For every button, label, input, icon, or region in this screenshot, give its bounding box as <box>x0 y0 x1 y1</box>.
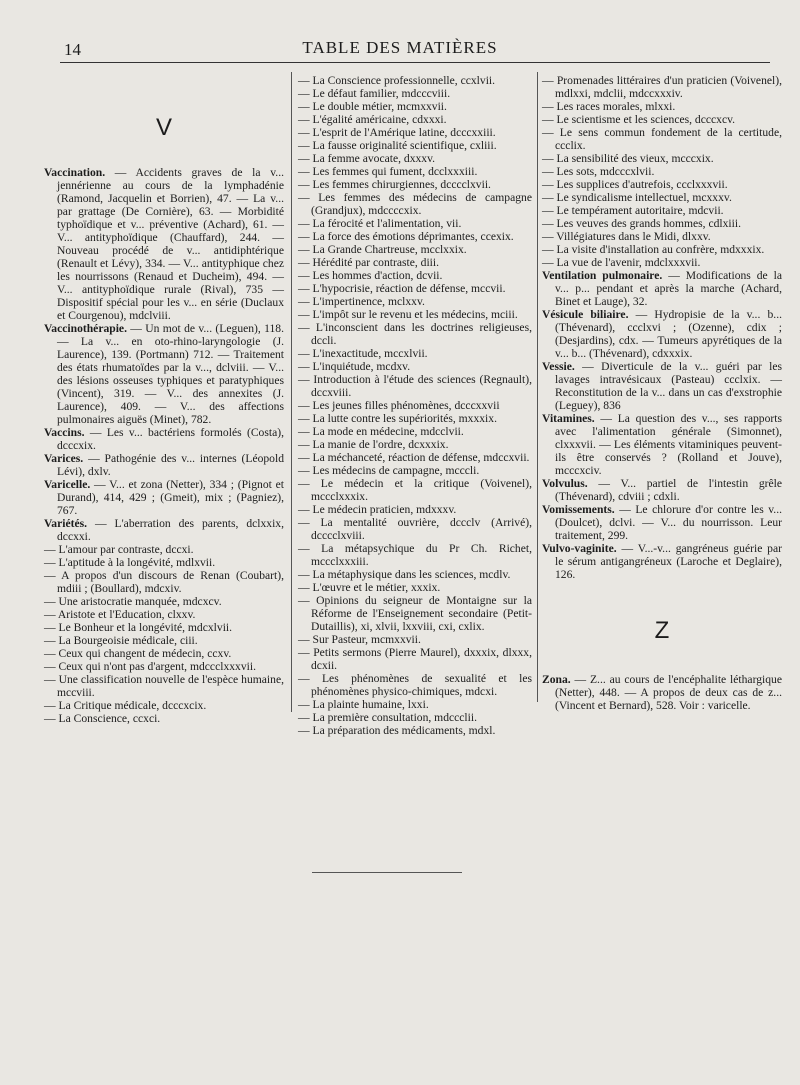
entry-text: — Une aristocratie manquée, mdcxcv. <box>44 595 222 608</box>
index-entry <box>542 100 782 113</box>
index-entry <box>542 477 782 503</box>
page-number: 14 <box>64 40 81 59</box>
entry-text: — Aristote et l'Education, clxxv. <box>44 608 196 621</box>
index-entry <box>44 699 284 712</box>
entry-text: — Pathogénie des v... internes (Léopold Lévi), dxlv. <box>57 452 284 478</box>
index-entry: — Le médecin et la critique (Voivenel), mccclxxxix. <box>298 477 532 503</box>
entry-text: — V... partiel de l'intestin grêle (Thévenard), cdviii ; cdxli. <box>555 477 782 503</box>
index-entry: — La Conscience professionnelle, ccxlvii. <box>298 74 496 87</box>
index-entry: — La plainte humaine, lxxi. <box>298 698 429 711</box>
entry-heading: Vaccinothérapie. <box>44 322 127 335</box>
index-entry <box>542 412 782 477</box>
entry-text: — La question des v..., ses rapports avec l'alimentation générale (Simonnet), clxxxvii. — Les éléments vitaminiques peuvent-ils être conservés ? (Rolland et Jouve), mcccxciv. <box>555 412 782 477</box>
index-entry <box>542 165 782 178</box>
index-entry <box>542 204 782 217</box>
index-entry <box>44 673 284 699</box>
index-entry <box>44 712 284 725</box>
entry-list <box>542 673 782 712</box>
index-entry: — Les jeunes filles phénomènes, dcccxxvii <box>298 399 500 412</box>
index-entry: — Les femmes qui fument, dcclxxxiii. <box>298 165 478 178</box>
index-entry: — Les médecins de campagne, mcccli. <box>298 464 480 477</box>
index-entry <box>44 569 284 595</box>
index-entry <box>542 256 782 269</box>
entry-text: — Ceux qui n'ont pas d'argent, mdccclxxxvii. <box>44 660 256 673</box>
index-entry: — La première consultation, mdccclii. <box>298 711 477 724</box>
index-entry: — La métaphysique dans les sciences, mcdlv. <box>298 568 511 581</box>
section-letter: Z <box>654 617 670 644</box>
index-entry: — L'hypocrisie, réaction de défense, mccvii. <box>298 282 506 295</box>
entry-heading: Vaccins. <box>44 426 85 439</box>
index-entry: — Opinions du seigneur de Montaigne sur la Réforme de l'Enseignement secondaire (Petit-Dutaillis), xi, xlvii, lxxviii, cxi, cxlix. <box>298 594 532 633</box>
index-entry <box>542 243 782 256</box>
index-entry: — Introduction à l'étude des sciences (Regnault), dccxviii. <box>298 373 532 399</box>
index-entry <box>44 517 284 543</box>
index-entry <box>542 152 782 165</box>
index-entry <box>542 178 782 191</box>
entry-text: — La sensibilité des vieux, mcccxix. <box>542 152 714 165</box>
entry-text: — V... et zona (Netter), 334 ; (Pignot et Durand), 414, 429 ; (Gmeit), mix ; (Pagniez), 767. <box>57 478 284 517</box>
index-entry: — Petits sermons (Pierre Maurel), dxxxix, dlxxx, dcxii. <box>298 646 532 672</box>
index-entry: — Les femmes chirurgiennes, dcccclxvii. <box>298 178 491 191</box>
index-entry: — Le double métier, mcmxxvii. <box>298 100 447 113</box>
index-entry <box>44 647 284 660</box>
index-entry: — L'impertinence, mclxxv. <box>298 295 425 308</box>
index-entry <box>542 230 782 243</box>
entry-text: — Le chlorure d'or contre les v... (Doulcet), dclvi. — V... du nourrisson. Leur traitement, 299. <box>555 503 782 542</box>
index-entry: — La fausse originalité scientifique, cxliii. <box>298 139 497 152</box>
page-title: TABLE DES MATIÈRES <box>302 38 498 57</box>
index-entry: — La préparation des médicaments, mdxl. <box>298 724 496 737</box>
entry-heading: Ventilation pulmonaire. <box>542 269 663 282</box>
index-entry <box>542 673 782 712</box>
index-entry <box>44 322 284 426</box>
index-entry <box>542 308 782 360</box>
index-entry: — L'égalité américaine, cdxxxi. <box>298 113 447 126</box>
entry-heading: Vaccination. <box>44 166 106 179</box>
entry-text: — Diverticule de la v... guéri par les lavages intravésicaux (Pasteau) ccclxix. — Reconstitution de la v... dans un cas d'exstrophie (Leguey), 836 <box>555 360 782 412</box>
index-entry: — La lutte contre les supériorités, mxxxix. <box>298 412 497 425</box>
entry-text: — V...-v... gangréneus guérie par le sérum antigangréneux (Laroche et Deglaire), 126. <box>555 542 782 581</box>
index-entry: — L'inconscient dans les doctrines religieuses, dccli. <box>298 321 532 347</box>
index-entry: — Hérédité par contraste, diii. <box>298 256 440 269</box>
entry-heading: Zona. <box>542 673 571 686</box>
entry-text: — Z... au cours de l'encéphalite léthargique (Netter), 448. — A propos de deux cas de z... (Vincent et Bernard), 528. Voir : varicelle. <box>555 673 782 712</box>
section-letter: V <box>155 114 172 141</box>
index-entry: — La manie de l'ordre, dcxxxix. <box>298 438 449 451</box>
index-entry: — La force des émotions déprimantes, ccexix. <box>298 230 514 243</box>
entry-heading: Vitamines. <box>542 412 595 425</box>
index-entry: — L'impôt sur le revenu et les médecins, mciii. <box>298 308 518 321</box>
index-entry: — L'œuvre et le métier, xxxix. <box>298 581 441 594</box>
index-entry: — L'inexactitude, mccxlvii. <box>298 347 428 360</box>
index-column-3 <box>542 74 782 712</box>
entry-heading: Volvulus. <box>542 477 588 490</box>
entry-text: — Le sens commun fondement de la certitude, ccclix. <box>542 126 782 152</box>
index-entry <box>542 503 782 542</box>
entry-list <box>44 166 284 725</box>
index-entry <box>44 478 284 517</box>
entry-text: — A propos d'un discours de Renan (Coubart), mdiii ; (Boullard), mdcxiv. <box>44 569 284 595</box>
index-entry <box>44 543 284 556</box>
index-entry <box>44 634 284 647</box>
index-entry: — Le médecin praticien, mdxxxv. <box>298 503 457 516</box>
index-entry <box>44 608 284 621</box>
index-entry: — Les femmes des médecins de campagne (Grandjux), mdccccxix. <box>298 191 532 217</box>
entry-text: — Hydropisie de la v... b... (Thévenard), ccclxvi ; (Ozenne), cdix ; (Desjardins), cdx. — Tumeurs apyrétiques de la v... b... (Thévenard), cdxxxix. <box>555 308 782 360</box>
index-entry <box>44 426 284 452</box>
index-entry <box>542 217 782 230</box>
entry-text: — Une classification nouvelle de l'espèce humaine, mccviii. <box>44 673 284 699</box>
index-entry <box>542 542 782 581</box>
bottom-rule <box>312 872 462 873</box>
index-entry <box>542 191 782 204</box>
index-entry: — L'inquiétude, mcdxv. <box>298 360 411 373</box>
index-entry <box>44 621 284 634</box>
index-entry <box>542 74 782 100</box>
entry-list <box>542 74 782 581</box>
index-entry <box>44 595 284 608</box>
entry-text: — Modifications de la v... p... pendant et après la marche (Achard, Binet et Lauge), 32. <box>555 269 783 308</box>
entry-heading: Variétés. <box>44 517 88 530</box>
index-entry: — La férocité et l'alimentation, vii. <box>298 217 462 230</box>
header-rule <box>60 62 770 63</box>
index-entry: — La méchanceté, réaction de défense, mdccxvii. <box>298 451 530 464</box>
entry-text: — Les veuves des grands hommes, cdlxiii. <box>542 217 741 230</box>
entry-list <box>298 74 532 737</box>
index-entry: — Les phénomènes de sexualité et les phénomènes physico-chimiques, mdcxi. <box>298 672 532 698</box>
column-divider <box>537 72 538 702</box>
entry-text: — Ceux qui changent de médecin, ccxv. <box>44 647 232 660</box>
index-entry <box>44 452 284 478</box>
entry-text: — La Critique médicale, dcccxcix. <box>44 699 207 712</box>
entry-heading: Vomissements. <box>542 503 615 516</box>
entry-text: — La Conscience, ccxci. <box>44 712 161 725</box>
entry-text: — Le scientisme et les sciences, dcccxcv. <box>542 113 736 126</box>
index-entry: — La Grande Chartreuse, mcclxxix. <box>298 243 467 256</box>
entry-heading: Varicelle. <box>44 478 91 491</box>
index-column-2 <box>298 74 532 737</box>
entry-text: — Les races morales, mlxxi. <box>542 100 676 113</box>
entry-text: — Promenades littéraires d'un praticien (Voivenel), mdlxxi, mdclii, mdccxxxiv. <box>542 74 782 100</box>
entry-text: — Le tempérament autoritaire, mdcvii. <box>542 204 724 217</box>
entry-text: — L'aptitude à la longévité, mdlxvii. <box>44 556 216 569</box>
index-entry: — La métapsychique du Pr Ch. Richet, mccclxxxiii. <box>298 542 532 568</box>
entry-text: — La vue de l'avenir, mdclxxxvii. <box>542 256 701 269</box>
index-entry <box>44 556 284 569</box>
entry-text: — Le Bonheur et la longévité, mdcxlvii. <box>44 621 233 634</box>
entry-text: — L'aberration des parents, dclxxix, dccxxi. <box>57 517 284 543</box>
index-entry: — La mode en médecine, mdcclvii. <box>298 425 464 438</box>
entry-text: — Accidents graves de la v... jennérienne au cours de la lymphadénie (Ramond, Jacquelin et Borrien), 47. — La v... par grattage (De Cornière), 63. — Morbidité typhoïdique et v... préventive (Achard), 61. — V... antityphoïdique (Chauffard), 244. — Nouveau procédé de v... antidiphtérique (Renault et Lévy), 334. — V... antityphique chez les nourrissons (Renaud et Ducheim), 494. — V... antityphoïdique rurale (Rival), 735 — Dispositif spécial pour les v... en série (Duclaux et Courgenou), mdclviii. <box>57 166 284 322</box>
index-entry <box>44 660 284 673</box>
index-entry <box>542 113 782 126</box>
index-entry <box>542 126 782 152</box>
index-entry: — L'esprit de l'Amérique latine, dcccxxiii. <box>298 126 496 139</box>
index-entry: — Sur Pasteur, mcmxxvii. <box>298 633 421 646</box>
entry-text: — Le syndicalisme intellectuel, mcxxxv. <box>542 191 732 204</box>
entry-text: — La visite d'installation au confrère, mdxxxix. <box>542 243 765 256</box>
index-entry <box>542 360 782 412</box>
entry-heading: Varices. <box>44 452 84 465</box>
entry-heading: Vésicule biliaire. <box>542 308 629 321</box>
entry-text: — Les supplices d'autrefois, ccclxxxvii. <box>542 178 728 191</box>
entry-text: — Un mot de v... (Leguen), 118. — La v... en oto-rhino-laryngologie (J. Laurence), 139. (Portmann) 712. — Traitement des états rhumatoïdes par la v..., dclviii. — V... des lésions osseuses typhiques et paratyphiques (Vincent), 319. — V... des annexites (J. Laurence), 409. — V... des affections pulmonaires aiguës (Minet), 782. <box>57 322 284 426</box>
index-entry <box>542 269 783 308</box>
entry-text: — L'amour par contraste, dccxi. <box>44 543 194 556</box>
entry-text: — Les v... bactériens formolés (Costa), dcccxix. <box>57 426 284 452</box>
column-divider <box>291 72 292 712</box>
entry-heading: Vulvo-vaginite. <box>542 542 617 555</box>
index-entry: — Les hommes d'action, dcvii. <box>298 269 443 282</box>
index-entry <box>44 166 284 322</box>
index-column-1 <box>44 74 284 725</box>
entry-text: — Les sots, mdcccxlvii. <box>542 165 655 178</box>
entry-text: — La Bourgeoisie médicale, ciii. <box>44 634 198 647</box>
index-entry: — Le défaut familier, mdcccviii. <box>298 87 451 100</box>
index-entry: — La mentalité ouvrière, dccclv (Arrivé), dcccclxviii. <box>298 516 532 542</box>
index-entry: — La femme avocate, dxxxv. <box>298 152 436 165</box>
entry-text: — Villégiatures dans le Midi, dlxxv. <box>542 230 711 243</box>
entry-heading: Vessie. <box>542 360 575 373</box>
